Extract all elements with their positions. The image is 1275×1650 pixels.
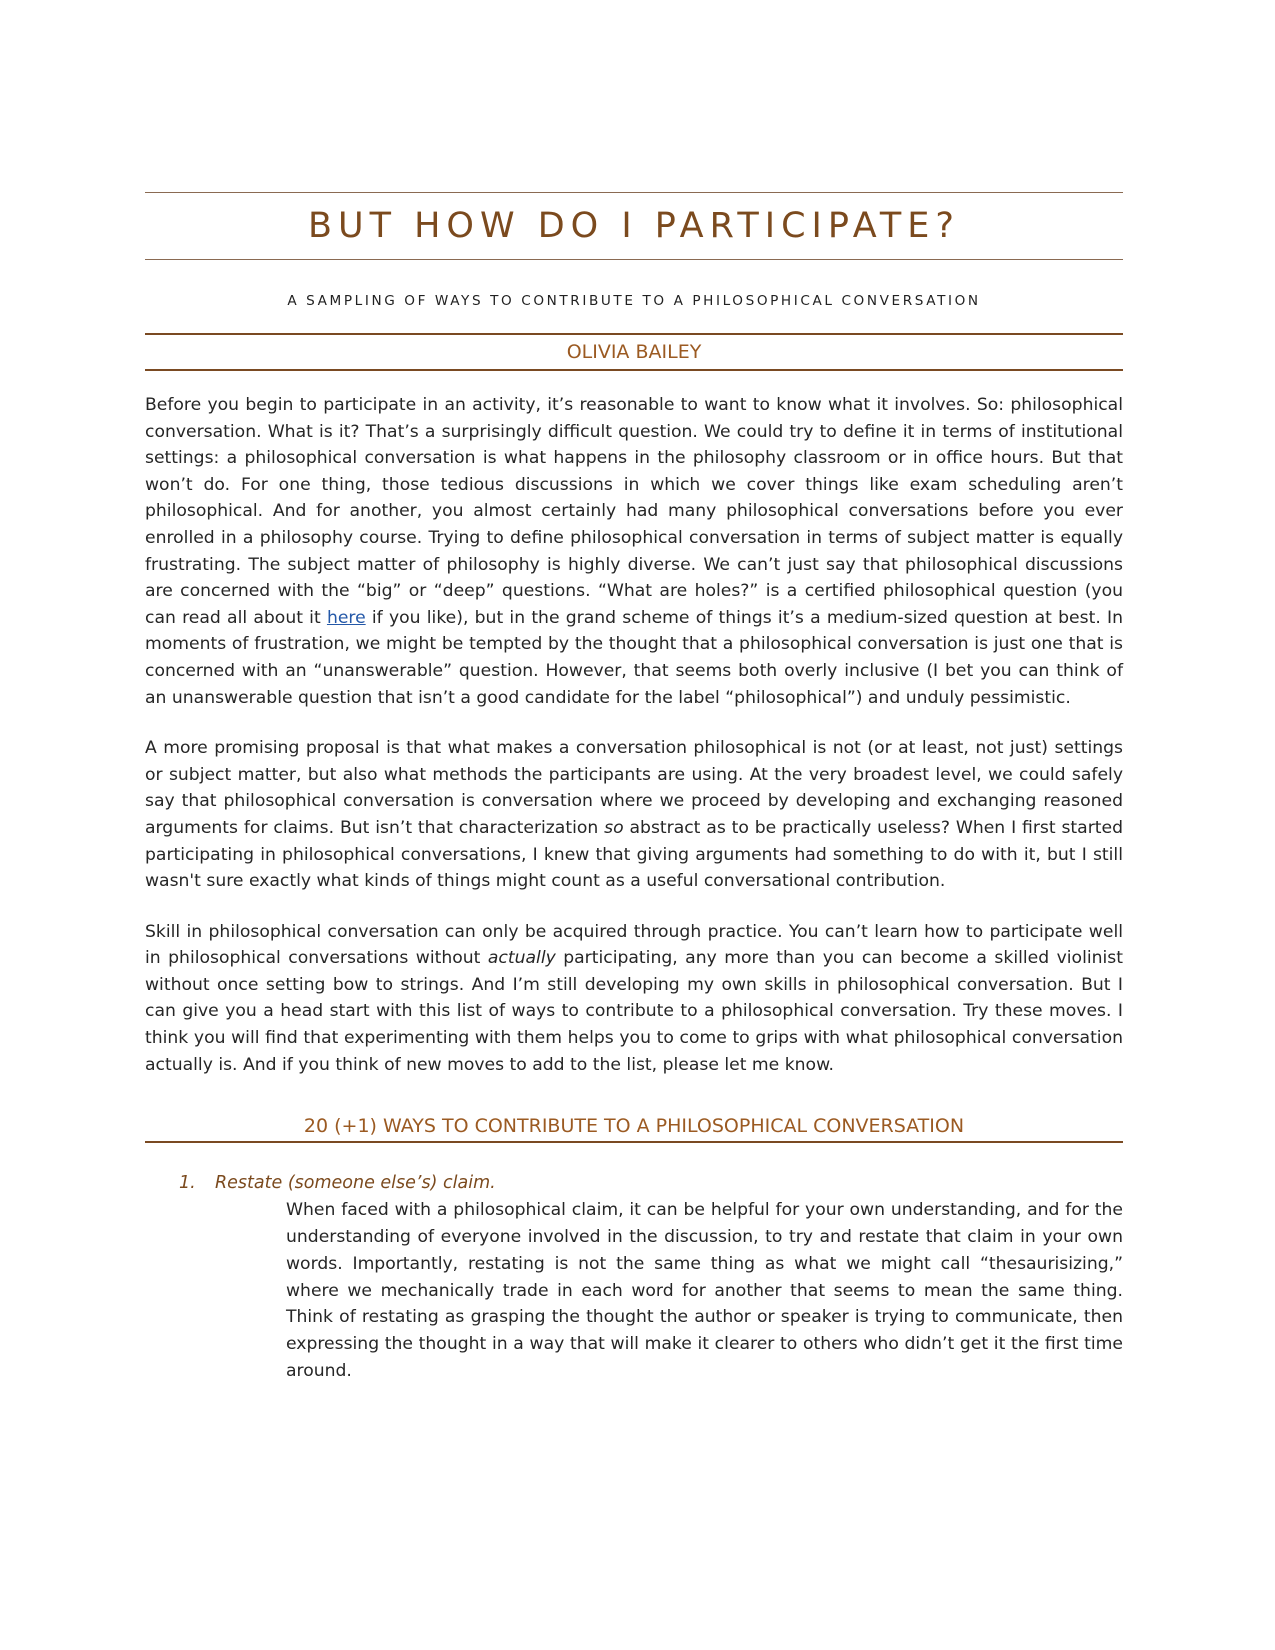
paragraph-2: A more promising proposal is that what makes a conversation philosophical is not (or at least, not just) settings or subject matter, but also what methods the participants are using. At the very broadest level, we could safely say that philosophical conversation is conversation where we proceed by developing and exchanging reasoned arguments for claims. But isn’t that characterization so abstract as to be practically useless? When I first started participating in philosophical conversations, I knew that giving arguments had something to do with it, but I still wasn't sure exactly what kinds of things might count as a useful conversational contribution. (145, 738, 1123, 892)
document-subtitle: A SAMPLING OF WAYS TO CONTRIBUTE TO A PHILOSOPHICAL CONVERSATION (287, 293, 981, 309)
list-item-title: 1. Restate (someone else’s) claim. (179, 1169, 1123, 1197)
holes-link[interactable]: here (326, 607, 366, 628)
list-item-number: 1. (179, 1173, 196, 1194)
document-page (145, 0, 1123, 1385)
paragraph-3: Skill in philosophical conversation can only be acquired through practice. You can’t learn how to participate well in philosophical conversations without actually participating, any more than you can become a skilled violinist without once setting bow to strings. And I’m still developing my own skills in philosophical conversation. But I can give you a head start with this list of ways to contribute to a philosophical conversation. Try these moves. I think you will find that experimenting with them helps you to come to grips with what philosophical conversation actually is. And if you think of new moves to add to the list, please let me know. (145, 921, 1123, 1075)
list-item-body: When faced with a philosophical claim, it can be helpful for your own understanding, and for the understanding of everyone involved in the discussion, to try and restate that claim in your own words. Importantly, restating is not the same thing as what we might call “thesaurisizing,” where we mechanically trade in each word for another that seems to mean the same thing. Think of restating as grasping the thought the author or speaker is trying to communicate, then expressing the thought in a way that will make it clearer to others who didn’t get it the first time around. (286, 1200, 1123, 1382)
list-item (179, 1169, 1123, 1385)
section-heading: 20 (+1) WAYS TO CONTRIBUTE TO A PHILOSOPHICAL CONVERSATION (303, 1115, 965, 1138)
author-name: OLIVIA BAILEY (566, 341, 702, 363)
document-title: BUT HOW DO I PARTICIPATE? (307, 206, 960, 246)
paragraph-1: Before you begin to participate in an activity, it’s reasonable to want to know what it involves. So: philosophical conversation. What is it? That’s a surprisingly difficult question. We could try to define it in terms of institutional settings: a philosophical conversation is what happens in the philosophy classroom or in office hours. But that won’t do. For one thing, those tedious discussions in which we cover things like exam scheduling aren’t philosophical. And for another, you almost certainly had many philosophical conversations before you ever enrolled in a philosophy course. Trying to define philosophical conversation in terms of subject matter is equally frustrating. The subject matter of philosophy is highly diverse. We can’t just say that philosophical discussions are concerned with the “big” or “deep” questions. “What are holes?” is a certified philosophical question (you can read all about it here if you like), but in the grand scheme of things it’s a medium-sized question at best. In moments of frustration, we might be tempted by the thought that a philosophical conversation is just one that is concerned with an “unanswerable” question. However, that seems both overly inclusive (I bet you can think of an unanswerable question that isn’t a good candidate for the label “philosophical”) and unduly pessimistic. (145, 395, 1123, 708)
